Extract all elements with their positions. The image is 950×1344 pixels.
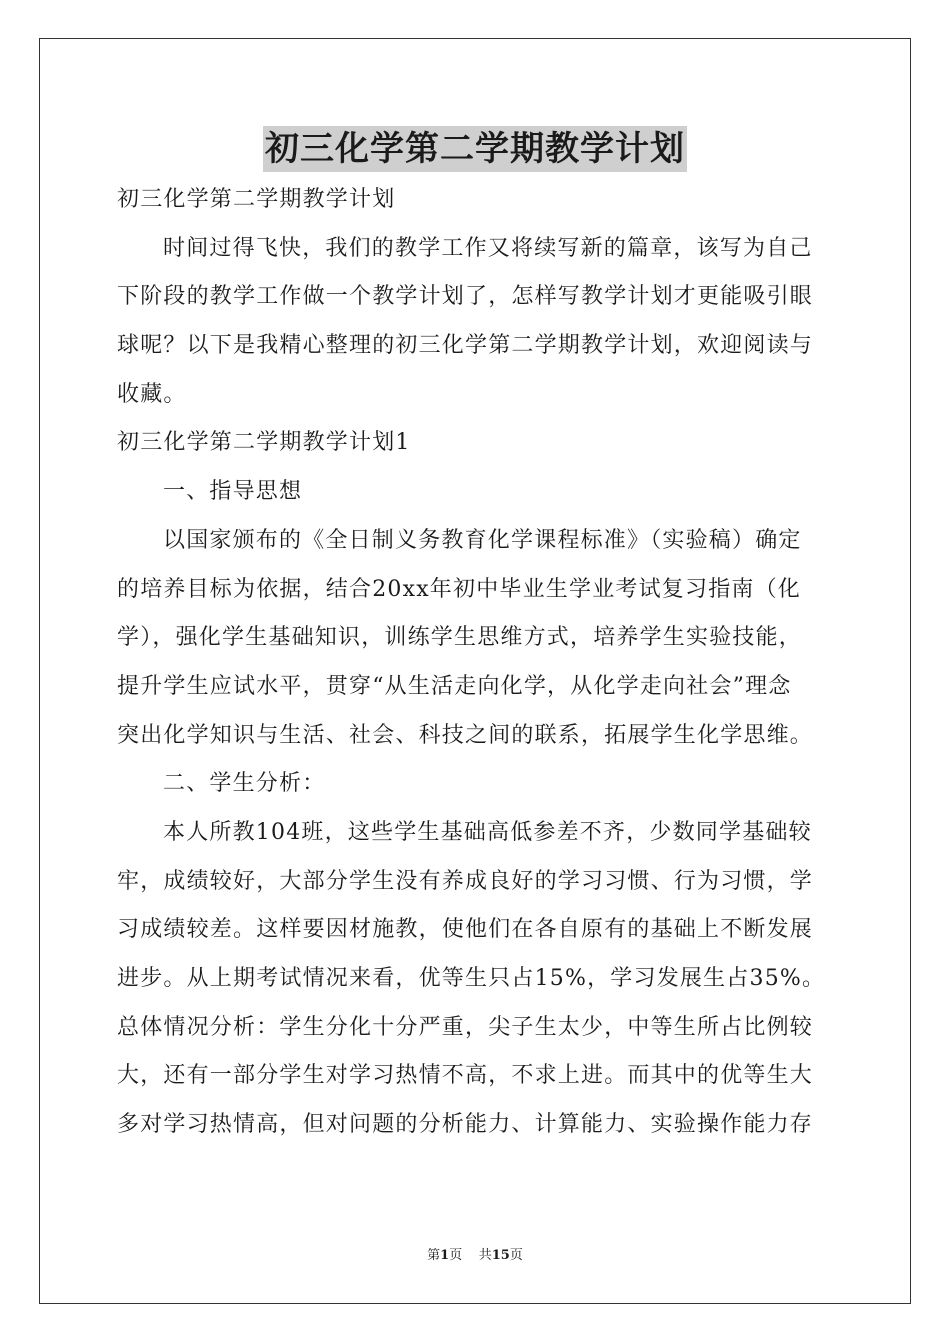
paragraph-line: 的培养目标为依据，结合20xx年初中毕业生学业考试复习指南（化 (117, 576, 802, 602)
paragraph-line: 多对学习热情高，但对问题的分析能力、计算能力、实验操作能力存 (117, 1112, 814, 1138)
paragraph-line: 以国家颁布的《全日制义务教育化学课程标准》（实验稿）确定 (163, 527, 802, 553)
document-title: 初三化学第二学期教学计划 (263, 126, 687, 172)
paragraph-line: 球呢？以下是我精心整理的初三化学第二学期教学计划，欢迎阅读与 (117, 333, 814, 359)
subsection-heading: 一、指导思想 (163, 479, 303, 505)
paragraph-line: 本人所教104班，这些学生基础高低参差不齐，少数同学基础较 (163, 819, 812, 845)
total-prefix: 共 (478, 1248, 492, 1263)
paragraph-line: 学），强化学生基础知识，训练学生思维方式，培养学生实验技能， (117, 625, 803, 651)
subsection-heading: 二、学生分析： (163, 771, 326, 797)
current-page-number: 1 (440, 1248, 450, 1263)
document-body (117, 176, 833, 1150)
paragraph-line: 提升学生应试水平，贯穿“从生活走向化学，从化学走向社会”理念 (117, 673, 792, 699)
paragraph-line: 时间过得飞快，我们的教学工作又将续写新的篇章，该写为自己 (163, 235, 813, 261)
paragraph-line: 进步。从上期考试情况来看，优等生只占15%，学习发展生占35%。 (117, 966, 826, 991)
paragraph-line: 牢，成绩较好，大部分学生没有养成良好的学习习惯、行为习惯，学 (117, 868, 814, 894)
subtitle-line: 初三化学第二学期教学计划 (117, 187, 396, 212)
page-footer (0, 1246, 950, 1266)
paragraph-line: 总体情况分析：学生分化十分严重，尖子生太少，中等生所占比例较 (117, 1014, 814, 1040)
paragraph-line: 突出化学知识与生活、社会、科技之间的联系，拓展学生化学思维。 (117, 722, 814, 748)
paragraph-line: 大，还有一部分学生对学习热情不高，不求上进。而其中的优等生大 (117, 1063, 814, 1089)
title-area (0, 126, 950, 172)
section-heading: 初三化学第二学期教学计划1 (117, 430, 411, 456)
page-suffix: 页 (449, 1248, 463, 1263)
total-suffix: 页 (509, 1248, 523, 1263)
paragraph-line: 收藏。 (117, 381, 187, 407)
total-page-number: 15 (491, 1248, 510, 1263)
page-prefix: 第 (427, 1248, 441, 1263)
paragraph-line: 习成绩较差。这样要因材施教，使他们在各自原有的基础上不断发展 (117, 917, 814, 943)
paragraph-line: 下阶段的教学工作做一个教学计划了，怎样写教学计划才更能吸引眼 (117, 284, 814, 310)
